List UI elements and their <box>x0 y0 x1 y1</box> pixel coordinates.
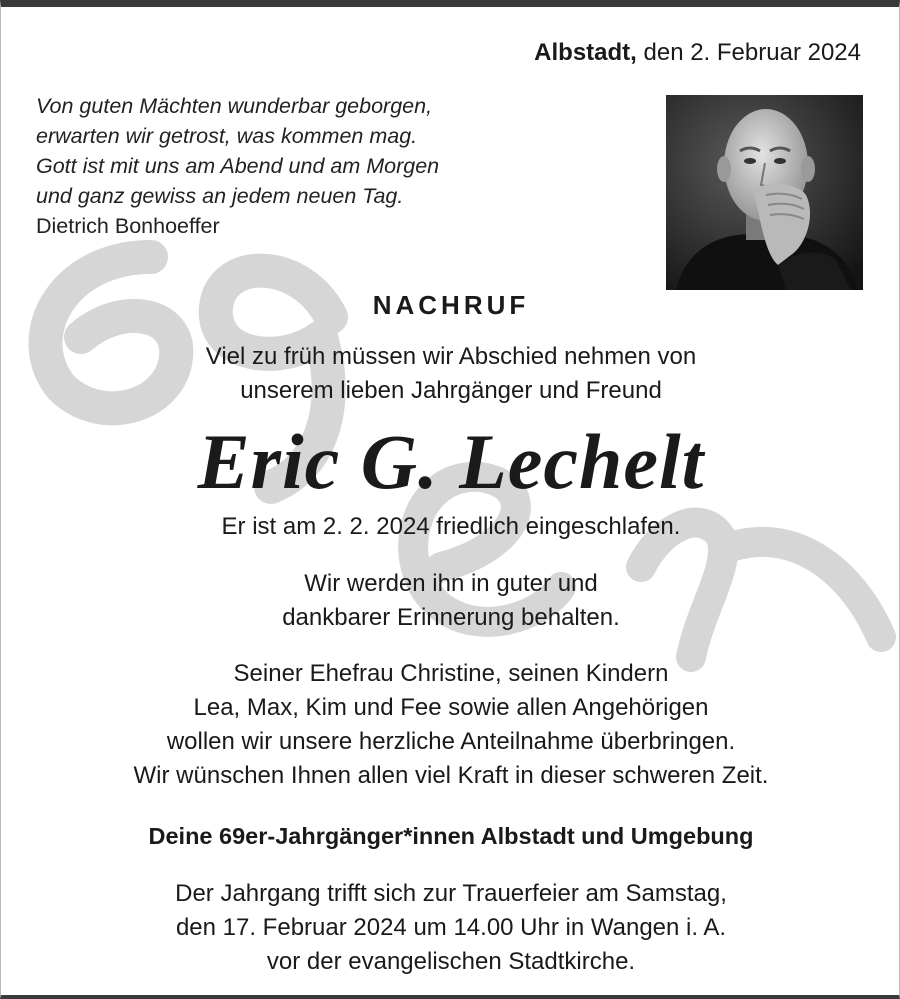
quote-line: Gott ist mit uns am Abend und am Morgen <box>36 154 440 178</box>
memory-line: dankbarer Erinnerung behalten. <box>282 604 620 631</box>
intro-text <box>1 340 900 408</box>
funeral-info <box>1 877 900 979</box>
quote-line: und ganz gewiss an jedem neuen Tag. <box>36 184 404 208</box>
dateline-date: den 2. Februar 2024 <box>643 39 861 66</box>
condolence-line: Wir wünschen Ihnen allen viel Kraft in dieser schweren Zeit. <box>133 762 769 789</box>
dateline <box>534 39 861 67</box>
funeral-line: den 17. Februar 2024 um 14.00 Uhr in Wangen i. A. <box>175 914 727 941</box>
funeral-line: vor der evangelischen Stadtkirche. <box>266 948 636 975</box>
funeral-line: Der Jahrgang trifft sich zur Trauerfeier am Samstag, <box>175 880 727 907</box>
bonhoeffer-quote <box>36 91 439 241</box>
passed-text: Er ist am 2. 2. 2024 friedlich eingeschlafen. <box>221 513 681 540</box>
notice-heading: NACHRUF <box>372 290 530 320</box>
quote-author: Dietrich Bonhoeffer <box>36 214 220 238</box>
signature: Deine 69er-Jahrgänger*innen Albstadt und Umgebung <box>148 823 754 849</box>
condolence-line: wollen wir unsere herzliche Anteilnahme überbringen. <box>166 728 736 755</box>
deceased-name: Eric G. Lechelt <box>197 418 705 505</box>
condolence-line: Seiner Ehefrau Christine, seinen Kindern <box>233 660 669 687</box>
intro-line: unserem lieben Jahrgänger und Freund <box>240 377 662 404</box>
memory-text <box>1 567 900 635</box>
intro-line: Viel zu früh müssen wir Abschied nehmen von <box>205 343 697 370</box>
portrait-photo-icon <box>666 95 863 290</box>
memory-line: Wir werden ihn in guter und <box>304 570 598 597</box>
portrait-photo <box>666 95 863 290</box>
quote-line: Von guten Mächten wunderbar geborgen, <box>36 94 433 118</box>
quote-line: erwarten wir getrost, was kommen mag. <box>36 124 418 148</box>
condolence-line: Lea, Max, Kim und Fee sowie allen Angehörigen <box>193 694 709 721</box>
dateline-place: Albstadt, <box>534 39 637 66</box>
condolence-text <box>1 657 900 793</box>
